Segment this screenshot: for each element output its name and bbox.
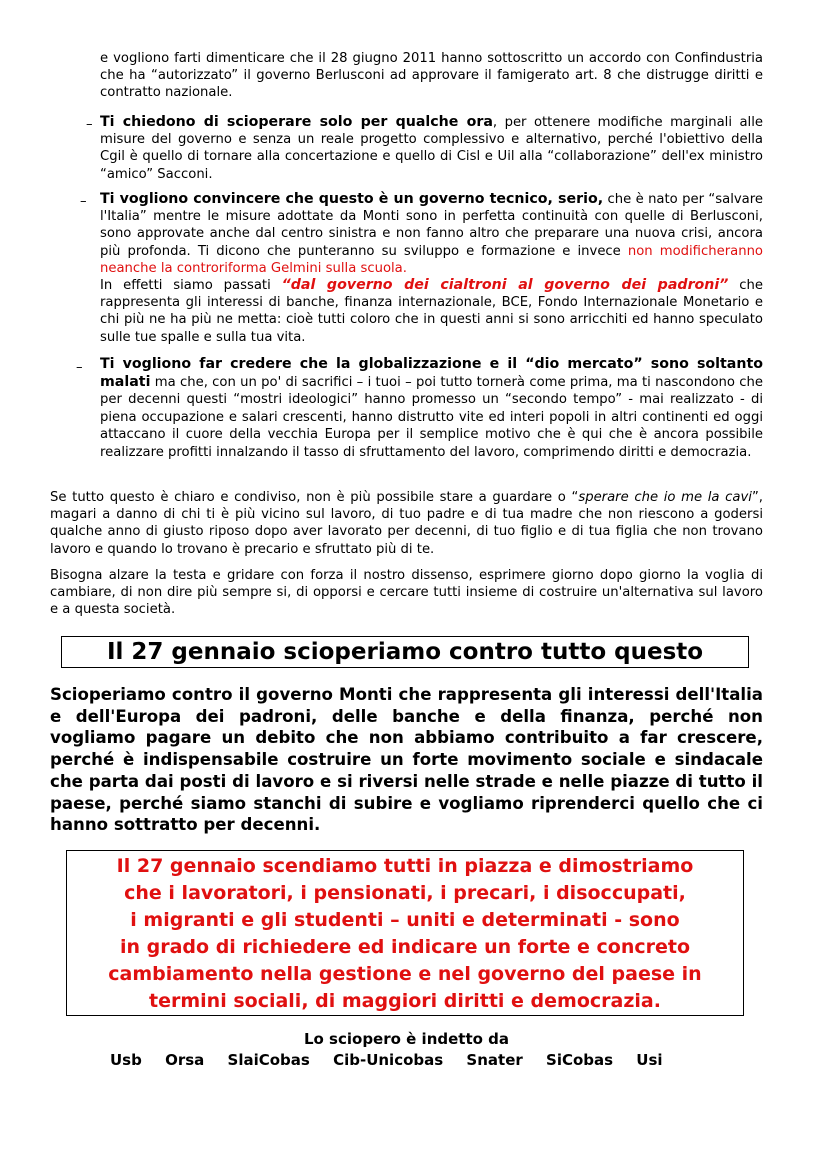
paragraph-text: Se tutto questo è chiaro e condiviso, non è più possibile stare a guardare o “ — [50, 490, 579, 505]
paragraph-1 — [50, 489, 763, 558]
callout-line: che i lavoratori, i pensionati, i precari, i disoccupati, — [124, 882, 686, 904]
org-name: Cib-Unicobas — [333, 1051, 444, 1069]
red-text: non modificheranno neanche la controriforma Gelmini sulla scuola. — [100, 243, 763, 276]
strike-called-by: Lo sciopero è indetto da — [303, 1030, 510, 1048]
bullet-text: che è nato per “salvare l'Italia” mentre le misure adottate da Monti sono in perfetta continuità con quelle di Berlusconi, sono approvate anche dal centro sinistra e non fanno altro che preparare una nuova crisi, ancora più profonda. Ti dicono che punteranno su sviluppo e formazione e invece — [100, 192, 763, 259]
bullet-dash: – — [80, 194, 87, 209]
bullet-item-3 — [100, 356, 763, 462]
callout-line: in grado di richiedere ed indicare un forte e concreto — [119, 936, 691, 958]
org-name: Usb — [110, 1051, 142, 1069]
bullet-item-2 — [100, 191, 763, 346]
bullet-text: che rappresenta gli interessi di banche, finanza internazionale, BCE, Fondo Internazionale Monetario e chi più ne ha più ne metta: cioè tutti coloro che in questi anni si sono arricchiti ed hanno speculato sulle tue spalle e sulla tua vita. — [100, 278, 763, 345]
org-name: Snater — [466, 1051, 523, 1069]
bullet-dash: – — [76, 360, 83, 375]
red-callout-box — [66, 850, 744, 1016]
bullet-lead: Ti chiedono di scioperare solo per qualche ora — [100, 114, 493, 130]
paragraph-italic: sperare che io me la cavi — [578, 490, 752, 505]
bullet-text: ma che, con un po' di sacrifici – i tuoi – poi tutto tornerà come prima, ma ti nascondono che per decenni questi “mostri ideologici” hanno promesso un “secondo tempo” - mai realizzato - di piena occupazione e salari crescenti, hanno distrutto vite ed interi popoli in altri continenti ed oggi attaccano il cuore della vecchia Europa per il semplice motivo che è qui che è ancora possibile realizzare profitti innalzando il tasso di sfruttamento del lavoro, comprimendo diritti e democrazia. — [100, 374, 763, 460]
organizations-list — [110, 1050, 710, 1070]
org-name: SiCobas — [546, 1051, 614, 1069]
org-name: Usi — [636, 1051, 663, 1069]
paragraph-text: ”, magari a danno di chi ti è più vicino sul lavoro, di tuo padre e di tua madre che non riescono a godersi qualche anno di giusto riposo dopo aver lavorato per decenni, di tuo figlio e di tua figlia che non trovano lavoro e quando lo trovano è precario e sfruttato più di te. — [50, 490, 763, 557]
callout-line: i migranti e gli studenti – uniti e determinati - sono — [130, 909, 680, 931]
bullet-lead: Ti vogliono far credere che la globalizzazione e il “dio mercato” sono soltanto malati — [100, 356, 763, 390]
bullet-text: , per ottenere modifiche marginali alle misure del governo e senza un reale progetto complessivo e alternativo, perché l'obiettivo della Cgil è quello di tornare alla concertazione e quello di Cisl e Uil alla “collaborazione” dell'ex ministro “amico” Sacconi. — [100, 115, 763, 182]
callout-line: termini sociali, di maggiori diritti e democrazia. — [149, 990, 661, 1012]
org-name: Orsa — [165, 1051, 205, 1069]
bullet-text: In effetti siamo passati — [100, 278, 282, 294]
bullet-item-1 — [100, 114, 763, 183]
bullet-dash: – — [86, 117, 93, 132]
paragraph-2: Bisogna alzare la testa e gridare con forza il nostro dissenso, esprimere giorno dopo giorno la voglia di cambiare, di non dire più sempre si, di opporsi e cercare tutti insieme di costruire un'alternativa sul lavoro e a questa società. — [50, 568, 763, 618]
intro-continuation: e vogliono farti dimenticare che il 28 giugno 2011 hanno sottoscritto un accordo con Confindustria che ha “autorizzato” il governo Berlusconi ad approvare il famigerato art. 8 che distrugge diritti e contratto nazionale. — [100, 51, 763, 101]
org-name: SlaiCobas — [227, 1051, 310, 1069]
strike-heading: Il 27 gennaio scioperiamo contro tutto questo — [61, 636, 749, 668]
bold-paragraph: Scioperiamo contro il governo Monti che rappresenta gli interessi dell'Italia e dell'Europa dei padroni, delle banche e della finanza, perché non vogliamo pagare un debito che non abbiamo contribuito a far crescere, perché è indispensabile costruire un forte movimento sociale e sindacale che parta dai posti di lavoro e si riversi nelle strade e nelle piazze di tutto il paese, perché siamo stanchi di subire e vogliamo riprenderci quello che ci hanno sottratto per decenni. — [50, 685, 763, 835]
red-quote: “dal governo dei cialtroni al governo dei padroni” — [281, 277, 729, 294]
bullet-lead: Ti vogliono convincere che questo è un governo tecnico, serio, — [100, 191, 604, 207]
callout-line: cambiamento nella gestione e nel governo del paese in — [108, 963, 702, 985]
callout-line: Il 27 gennaio scendiamo tutti in piazza e dimostriamo — [116, 855, 694, 877]
